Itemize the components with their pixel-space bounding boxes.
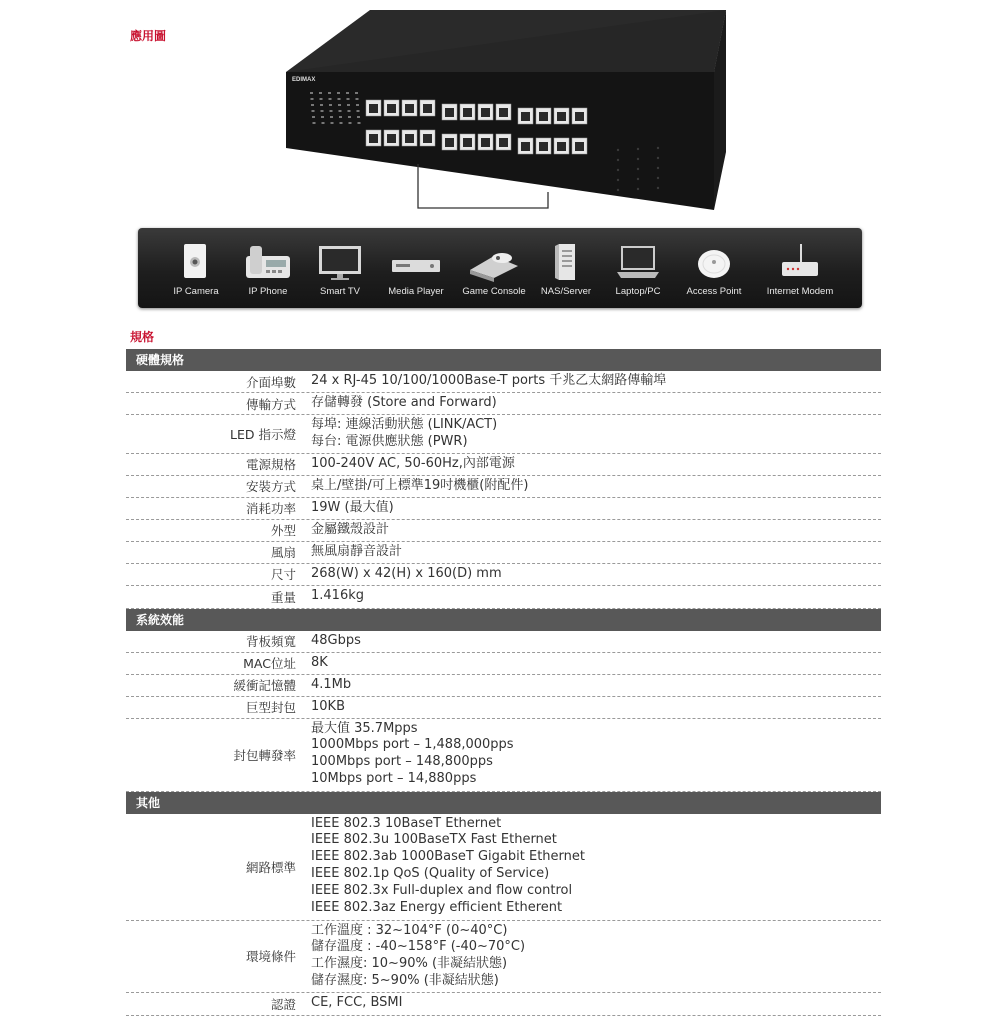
spec-value-line: 100-240V AC, 50-60Hz,內部電源 [311,455,515,471]
spec-value [304,371,881,392]
specifications-title: 規格 [130,330,155,344]
spec-row [126,993,881,1016]
spec-value-line: 工作溫度 : 32~104°F (0~40°C) [311,922,508,938]
spec-value-line: 24 x RJ-45 10/100/1000Base-T ports 千兆乙太網路傳輸埠 [311,373,667,388]
spec-value-line: 8K [311,654,328,670]
network-switch-image [258,0,728,220]
spec-key: 安裝方式 [245,479,296,495]
spec-key: 電源規格 [245,457,296,473]
media-player-icon [376,242,456,282]
spec-value [304,393,881,414]
spec-value [304,921,881,992]
spec-value-line: 每台: 電源供應狀態 (PWR) [311,433,468,449]
spec-value-line: 10KB [311,698,345,714]
device-label: Game Console [462,286,526,297]
spec-value-line: IEEE 802.3x Full-duplex and flow control [311,882,573,898]
spec-value [304,814,881,920]
access-point-icon [674,242,754,282]
device-label: Access Point [686,286,742,297]
spec-key: 認證 [270,996,296,1012]
spec-value-line: 4.1Mb [311,676,352,692]
spec-key: 網路標準 [245,859,296,875]
spec-value-line: CE, FCC, BSMI [311,994,403,1010]
spec-value [304,542,881,563]
spec-value-line: IEEE 802.3az Energy efficient Etherent [311,899,563,915]
spec-key: 環境條件 [245,949,296,965]
connected-devices-bar [138,228,862,308]
section-header: 硬體規格 [126,349,881,371]
spec-value-line: 儲存濕度: 5~90% (非凝結狀態) [311,972,499,988]
device-laptop [598,242,678,297]
spec-row [126,921,881,993]
spec-value-line: 最大值 35.7Mpps [311,720,418,736]
spec-value [304,564,881,585]
laptop-icon [598,242,678,282]
spec-row [126,415,881,454]
spec-value-line: IEEE 802.3 10BaseT Ethernet [311,815,502,831]
device-label: IP Phone [248,286,288,297]
ip-camera-icon [156,242,236,282]
spec-value-line: 儲存溫度 : -40~158°F (-40~70°C) [311,939,526,955]
spec-row [126,542,881,564]
spec-key: 緩衝記憶體 [233,678,296,694]
spec-value-line: 存儲轉發 (Store and Forward) [311,395,497,410]
spec-value [304,415,881,453]
spec-value [304,719,881,791]
spec-key: MAC位址 [243,656,296,672]
application-diagram-title: 應用圖 [130,29,167,43]
spec-key: 巨型封包 [245,700,296,716]
spec-value [304,675,881,696]
section-header: 其他 [126,792,881,814]
smart-tv-icon [300,242,380,282]
device-smart-tv [300,242,380,297]
spec-value [304,498,881,519]
spec-value-line: 48Gbps [311,632,361,648]
spec-row [126,564,881,586]
device-label: Smart TV [320,286,360,297]
spec-key: 風扇 [270,545,296,561]
spec-key: 外型 [270,523,296,539]
spec-value-line: 1.416kg [311,587,364,603]
device-label: IP Camera [173,286,219,297]
spec-value [304,476,881,497]
device-label: Media Player [388,286,444,297]
spec-row [126,675,881,697]
spec-value-line: 金屬鐵殼設計 [311,521,390,537]
device-label: Internet Modem [766,286,834,297]
modem-icon [760,242,840,282]
device-media-player [376,242,456,297]
spec-key: 尺寸 [270,567,296,583]
spec-value-line: IEEE 802.1p QoS (Quality of Service) [311,865,550,881]
spec-row [126,697,881,719]
game-console-icon [454,242,534,282]
spec-row [126,814,881,921]
device-access-point [674,242,754,297]
section-header: 系統效能 [126,609,881,631]
spec-value-line: 100Mbps port – 148,800pps [311,754,493,770]
device-ip-camera [156,242,236,297]
spec-value [304,454,881,475]
spec-value [304,586,881,608]
spec-value-line: 10Mbps port – 14,880pps [311,770,477,786]
spec-key: 封包轉發率 [233,747,296,763]
spec-key: 傳輸方式 [245,396,296,412]
spec-value-line: 桌上/壁掛/可上標準19吋機櫃(附配件) [311,477,529,493]
spec-value-line: 268(W) x 42(H) x 160(D) mm [311,565,502,581]
spec-value-line: 1000Mbps port – 1,488,000pps [311,737,514,753]
ip-phone-icon [228,242,308,282]
spec-key: LED 指示燈 [230,426,296,442]
spec-value-line: 19W (最大值) [311,499,394,515]
spec-row [126,586,881,609]
spec-row [126,476,881,498]
spec-value [304,993,881,1015]
spec-row [126,653,881,675]
spec-row [126,498,881,520]
device-modem [760,242,840,297]
spec-row [126,371,881,393]
spec-value [304,653,881,674]
specifications-table [126,349,881,1016]
spec-key: 消耗功率 [245,501,296,517]
spec-row [126,454,881,476]
spec-key: 介面埠數 [245,374,296,390]
spec-value [304,631,881,652]
device-game-console [454,242,534,297]
spec-value-line: IEEE 802.3ab 1000BaseT Gigabit Ethernet [311,849,585,865]
spec-value [304,697,881,718]
spec-value-line: 工作濕度: 10~90% (非凝結狀態) [311,956,508,972]
spec-value-line: IEEE 802.3u 100BaseTX Fast Ethernet [311,832,557,848]
spec-key: 背板頻寬 [245,634,296,650]
device-nas-server [526,242,606,297]
nas-server-icon [526,242,606,282]
switch-brand-label: EDIMAX [292,77,316,83]
spec-row [126,520,881,542]
spec-key: 重量 [270,589,296,605]
device-label: NAS/Server [540,286,592,297]
spec-value-line: 每埠: 連線活動狀態 (LINK/ACT) [311,417,498,432]
spec-value [304,520,881,541]
spec-row [126,719,881,792]
device-label: Laptop/PC [615,286,661,297]
spec-row [126,631,881,653]
spec-row [126,393,881,415]
device-ip-phone [228,242,308,297]
spec-value-line: 無風扇靜音設計 [311,543,403,559]
